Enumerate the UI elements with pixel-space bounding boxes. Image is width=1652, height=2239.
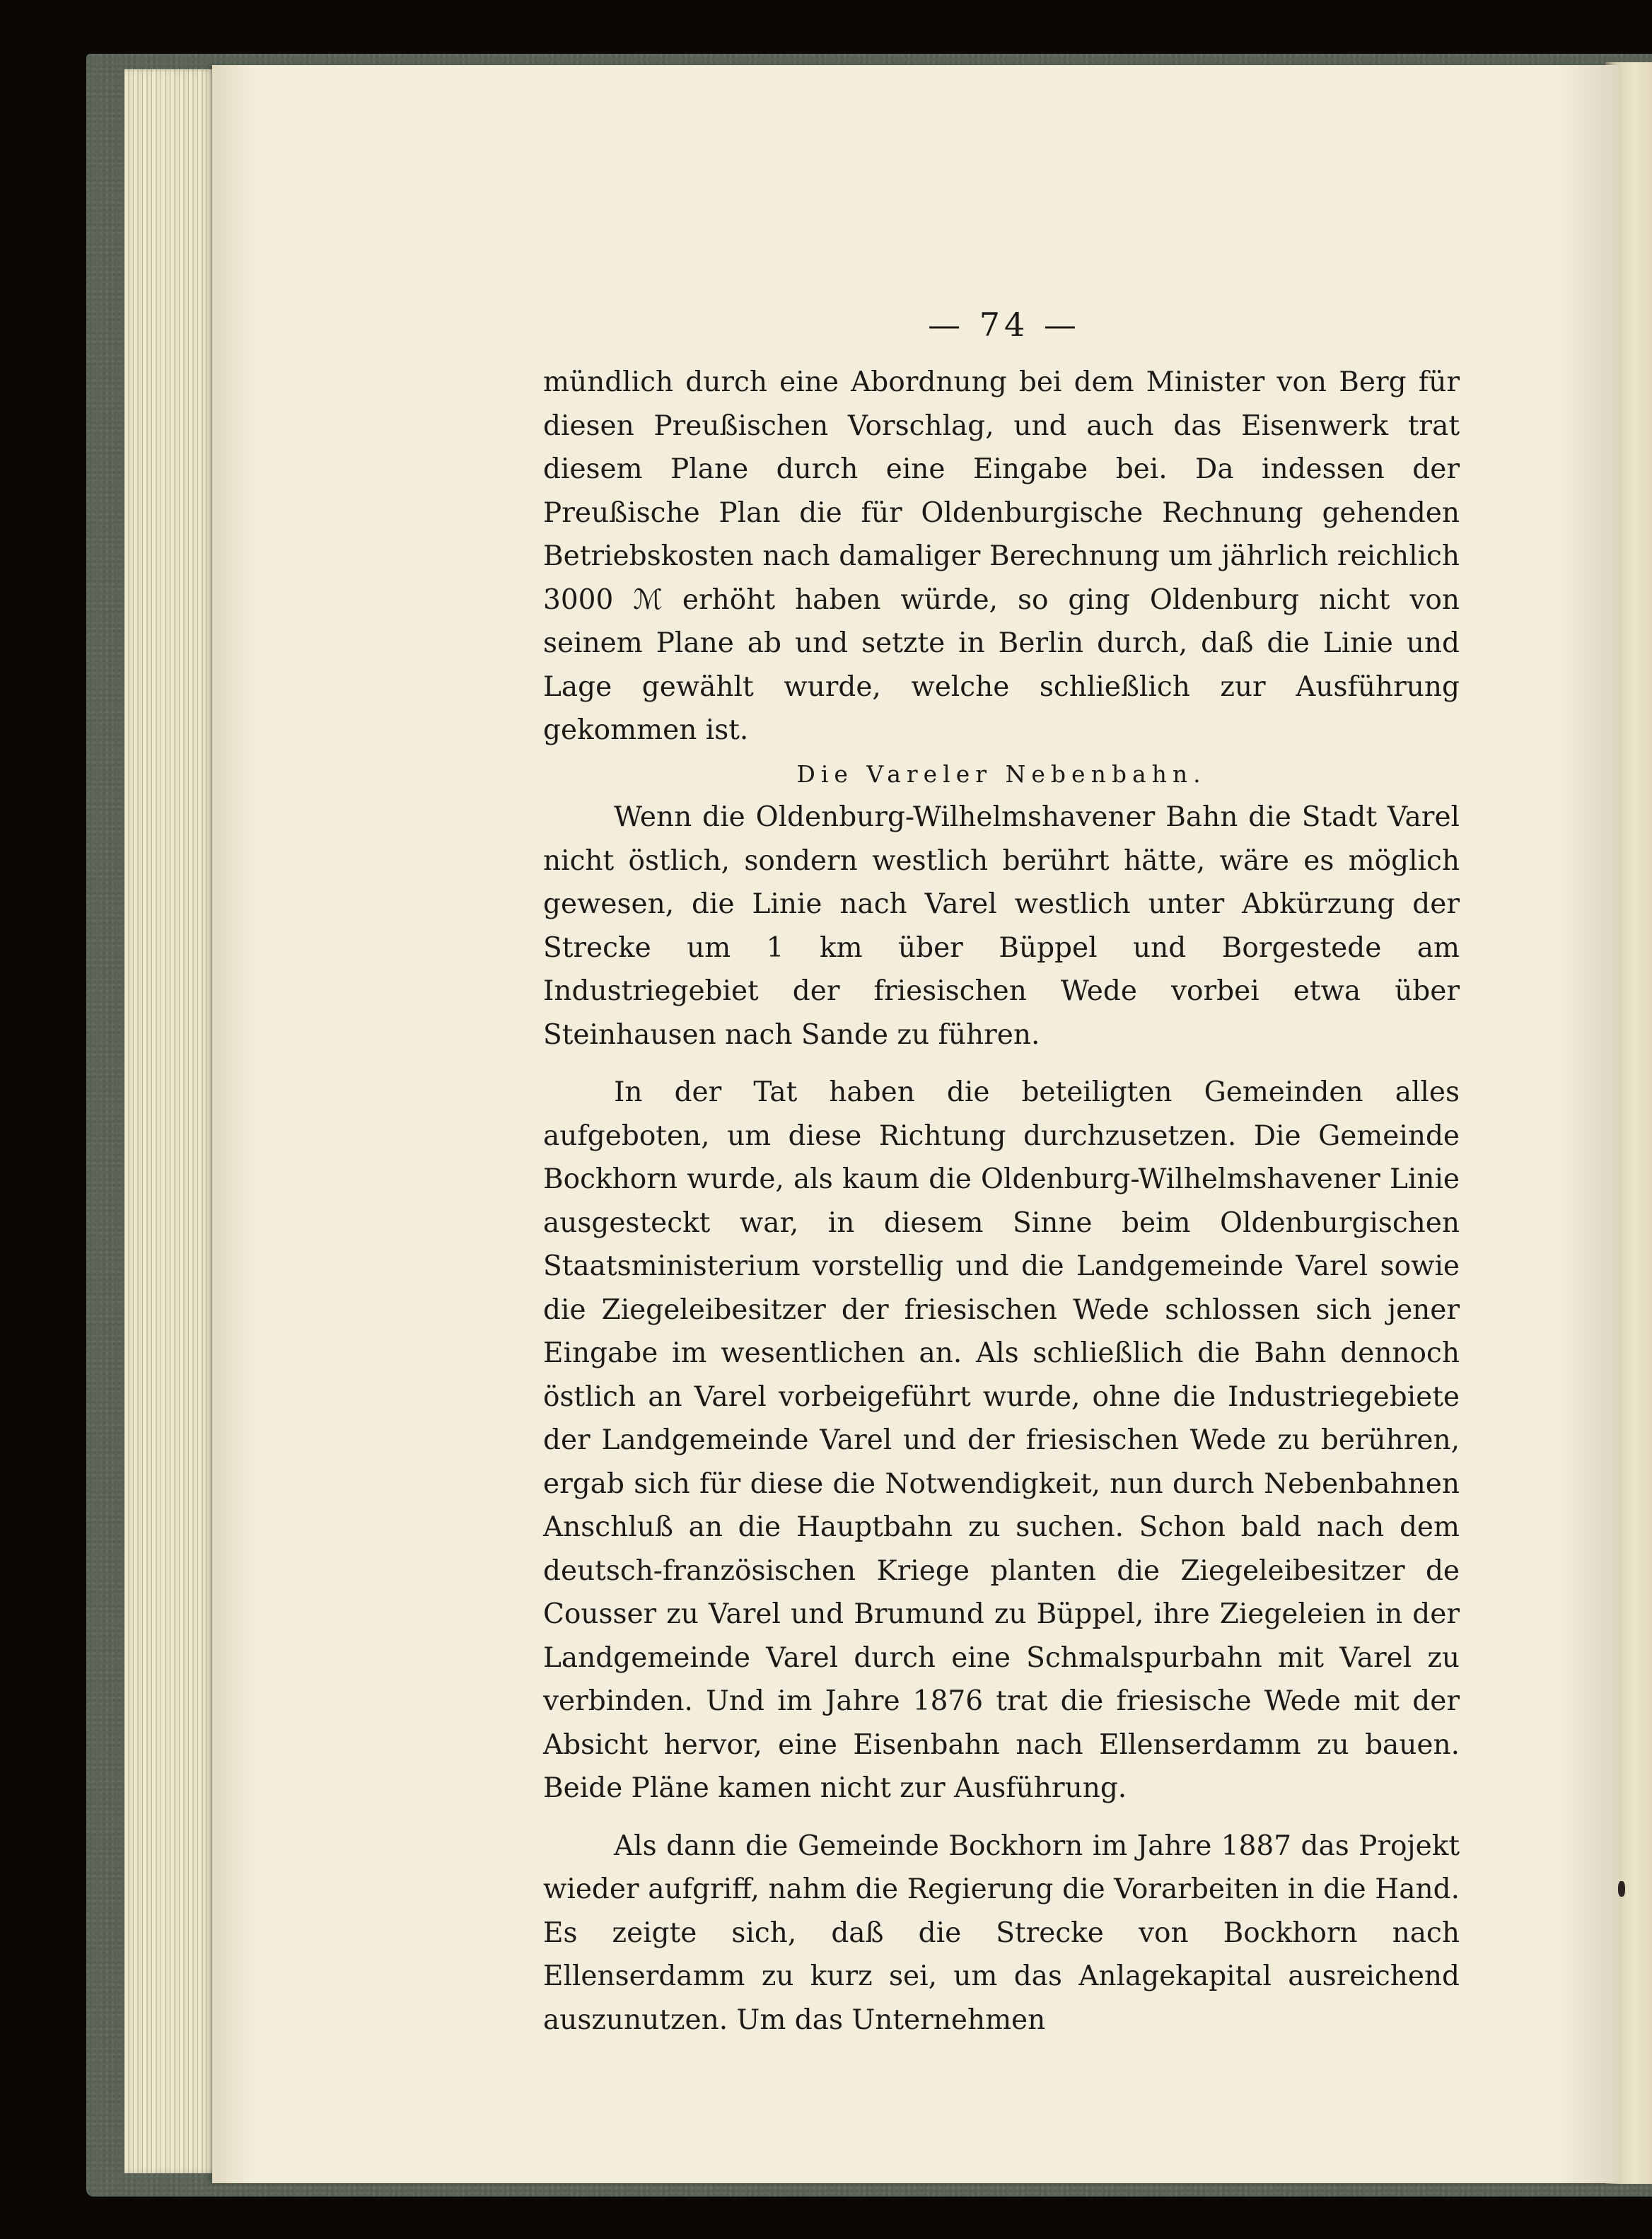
ink-mark [1618, 1881, 1625, 1897]
paragraph-2: Wenn die Oldenburg-Wilhelmshavener Bahn die Stadt Varel nicht östlich, sondern westlich berührt hätte, wäre es möglich gewesen, die Linie nach Varel westlich unter Abkürzung der Strecke um 1 km über Büppel und Borgestede am Industriegebiet der friesischen Wede vorbei etwa über Steinhausen nach Sande zu führen. [543, 801, 1460, 1051]
paragraph-1: mündlich durch eine Abordnung bei dem Minister von Berg für diesen Preußischen Vorschlag, und auch das Eisenwerk trat diesem Plane durch eine Eingabe bei. Da indessen der Preußische Plan die für Oldenburgische Rechnung gehenden Betriebskosten nach damaliger Berechnung um jährlich reichlich 3000 ℳ erhöht haben würde, so ging Oldenburg nicht von seinem Plane ab und setzte in Berlin durch, daß die Linie und Lage gewählt wurde, welche schließlich zur Ausführung gekommen ist. [543, 366, 1460, 746]
paragraph-3: In der Tat haben die beteiligten Gemeinden alles aufgeboten, um diese Richtung durchzusetzen. Die Gemeinde Bockhorn wurde, als kaum die Oldenburg-Wilhelmshavener Linie ausgesteckt war, in diesem Sinne beim Oldenburgischen Staatsministerium vorstellig und die Landgemeinde Varel sowie die Ziegeleibesitzer der friesischen Wede schlossen sich jener Eingabe im wesentlichen an. Als schließlich die Bahn dennoch östlich an Varel vorbeigeführt wurde, ohne die Industriegebiete der Landgemeinde Varel und der friesischen Wede zu berühren, ergab sich für diese die Notwendigkeit, nun durch Nebenbahnen Anschluß an die Hauptbahn zu suchen. Schon bald nach dem deutsch-französischen Kriege planten die Ziegeleibesitzer de Cousser zu Varel und Brumund zu Büppel, ihre Ziegeleien in der Landgemeinde Varel durch eine Schmalspurbahn mit Varel zu verbinden. Und im Jahre 1876 trat die friesische Wede mit der Absicht hervor, eine Eisenbahn nach Ellenserdamm zu bauen. Beide Pläne kamen nicht zur Ausführung. [543, 1076, 1460, 1804]
body-text [543, 361, 1460, 2042]
section-heading: Die Vareler Nebenbahn. [796, 760, 1206, 788]
paragraph-4: Als dann die Gemeinde Bockhorn im Jahre 1887 das Projekt wieder aufgriff, nahm die Regierung die Vorarbeiten in die Hand. Es zeigte sich, daß die Strecke von Bockhorn nach Ellenserdamm zu kurz sei, um das Anlagekapital ausreichend auszunutzen. Um das Unternehmen [543, 1830, 1460, 2036]
page-number: — 74 — [928, 306, 1081, 344]
